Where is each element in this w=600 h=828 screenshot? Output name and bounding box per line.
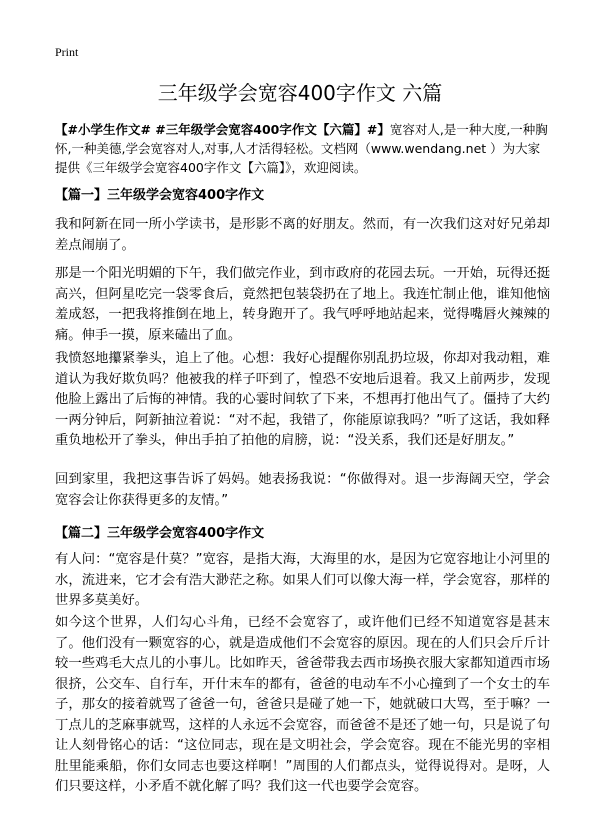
paragraph: 有人问：“宽容是什莫？”宽容，是指大海，大海里的水，是因为它宽容地让小河里的水，流进来，它才会有浩大渺茫之称。如果人们可以像大海一样，学会宽容，那样的世界多莫美好。 [55,552,550,608]
print-label: Print [55,45,79,59]
intro-paragraph [55,120,550,177]
section-heading: 【篇一】三年级学会宽容400字作文 [55,188,265,203]
paragraph: 那是一个阳光明媚的下午，我们做完作业，到市政府的花园去玩。一开始，玩得还挺高兴，但阿星吃完一袋零食后，竟然把包装袋扔在了地上。我连忙制止他，谁知他恼羞成怒，一把我将推倒在地上，转身跑开了。我气呼呼地站起来，觉得嘴唇火辣辣的痛。伸手一摸，原来磕出了血。 [55,266,550,343]
page-title: 三年级学会宽容400字作文 六篇 [157,81,443,105]
section-heading: 【篇二】三年级学会宽容400字作文 [55,526,265,541]
paragraph: 如今这个世界，人们勾心斗角，已经不会宽容了，或许他们已经不知道宽容是甚末了。他们没有一颗宽容的心，就是造成他们不会宽容的原因。现在的人们只会斤斤计较一些鸡毛大点儿的小事儿。比如昨天，爸爸带我去西市场换衣服大家都知道西市场很挤，公交车、自行车，开什末车的都有，爸爸的电动车不小心撞到了一个女士的车子，那女的接着就骂了爸爸一句，爸爸只是碰了她一下，她就破口大骂，至于嘛？一丁点儿的芝麻事就骂，这样的人永远不会宽容，而爸爸不是还了她一句，只是说了句让人刻骨铭心的话：“这位同志，现在是文明社会，学会宽容。现在不能光男的宰相肚里能乘船，你们女同志也要这样啊！”周围的人们都点头，觉得说得对。是呀，人们只要这样，小矛盾不就化解了吗？我们这一代也要学会宽容。 [55,615,550,794]
paragraph: 我和阿新在同一所小学读书，是形影不离的好朋友。然而，有一次我们这对好兄弟却差点闹崩了。 [55,217,550,253]
intro-tags: 【#小学生作文# #三年级学会宽容400字作文【六篇】#】 [55,122,390,137]
paragraph: 我愤怒地攥紧拳头，追上了他。心想：我好心提醒你别乱扔垃圾，你却对我动粗，难道认为我好欺负吗？他被我的样子吓到了，惶恐不安地后退着。我又上前两步，发现他脸上露出了后悔的神情。我的心霎时间软了下来，不想再打他出气了。僵持了大约一两分钟后，阿新抽泣着说：“对不起，我错了，你能原谅我吗？”听了这话，我如释重负地松开了拳头，伸出手拍了拍他的肩膀，说：“没关系，我们还是好朋友。” [55,351,550,448]
paragraph: 回到家里，我把这事告诉了妈妈。她表扬我说：“你做得对。退一步海阔天空，学会宽容会让你获得更多的友情。” [55,472,550,508]
intro-text: 宽容对人,是一种大度,一种胸怀,一种美德,学会宽容对人,对事,人才活得轻松。文档网（www.wendang.net ）为大家提供《三年级学会宽容400字作文【六篇】》，欢迎阅读。 [55,122,548,175]
